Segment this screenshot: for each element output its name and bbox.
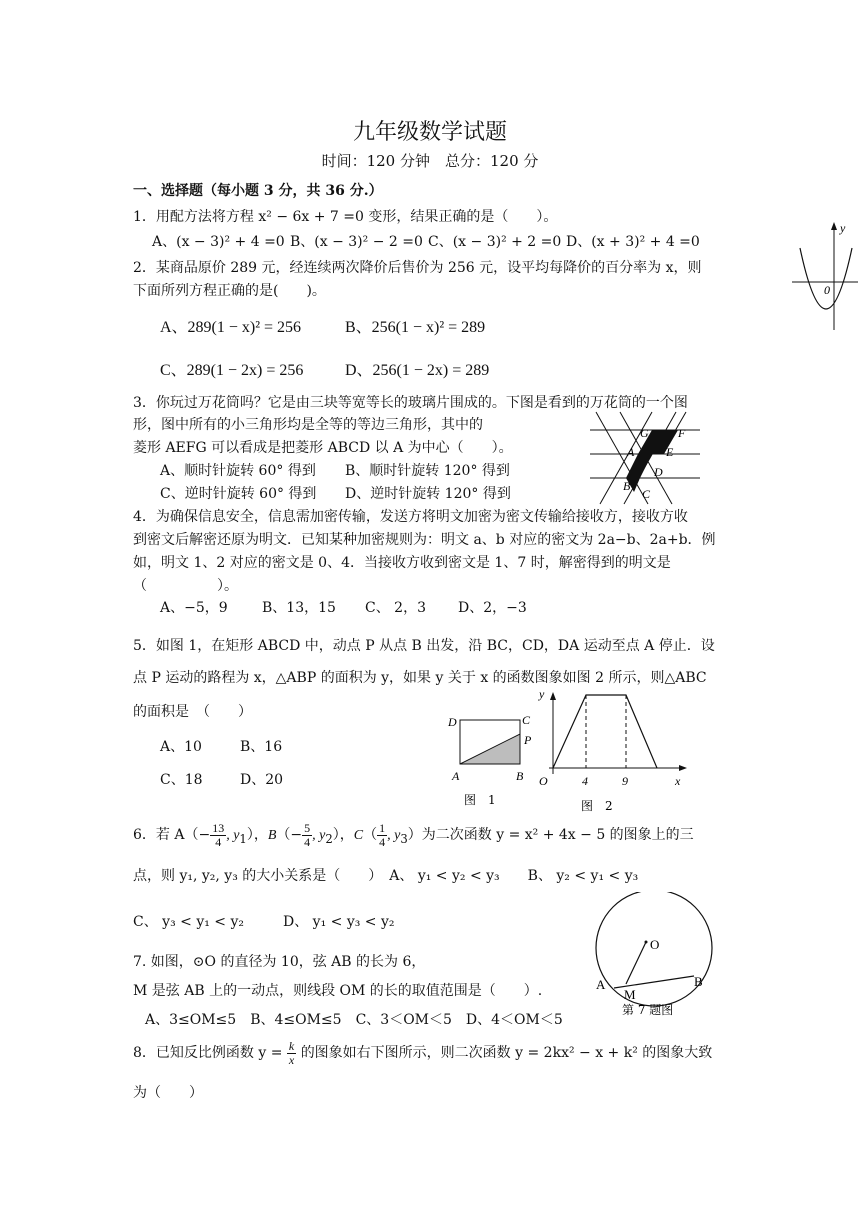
q1-option-c: C、(x − 3)² + 2 =0 bbox=[428, 234, 562, 250]
q2-line2: 下面所列方程正确的是( )。 bbox=[133, 283, 326, 299]
page-title: 九年级数学试题 bbox=[352, 120, 507, 145]
q4-line1: 4．为确保信息安全，信息需加密传输，发送方将明文加密为密文传输给接收方，接收方收 bbox=[133, 509, 688, 525]
label-C: C bbox=[642, 487, 651, 501]
circle-figure-q7 bbox=[590, 892, 720, 1022]
kaleidoscope-figure bbox=[590, 408, 710, 508]
q8-pre: 8．已知反比例函数 y = bbox=[133, 1045, 283, 1061]
label-D: D bbox=[654, 465, 663, 479]
label-E: E bbox=[666, 445, 674, 459]
fig1-label-C: C bbox=[522, 713, 531, 727]
q5-option-c: C、18 bbox=[160, 772, 203, 788]
q5-option-d: D、20 bbox=[240, 772, 284, 788]
q2-option-a: A、289(1 − x)² = 256 bbox=[160, 319, 302, 336]
q5-line3: 的面积是 （ ） bbox=[133, 704, 252, 720]
fig2-origin-label: O bbox=[539, 774, 548, 788]
q8-line2: 为（ ） bbox=[133, 1085, 203, 1101]
q1-option-a: A、(x − 3)² + 4 =0 bbox=[152, 234, 285, 250]
q6-option-c: C、 y₃ < y₁ < y₂ bbox=[133, 914, 244, 930]
q5-option-a: A、10 bbox=[160, 739, 202, 755]
fig2-tick-9: 9 bbox=[622, 774, 628, 788]
q8-mid: 的图象如右下图所示，则二次函数 y = 2kx² − x + k² 的图象大致 bbox=[300, 1045, 713, 1061]
q4-option-a: A、−5，9 bbox=[160, 600, 228, 616]
section-heading: 一、选择题（每小题 3 分，共 36 分.） bbox=[133, 183, 383, 199]
q4-option-c: C、 2，3 bbox=[365, 600, 426, 616]
q6-line1: 6．若 A（− $\frac{13}{4}$ , $y_1$），B（− $\frac{5}{4}$ , $y_2$），C（ $\frac{1}{4}$ , $y_3$）为二次函数 y = x² + 4x − 5 的图象上的三 bbox=[133, 820, 694, 849]
side-fig-y-label: y bbox=[840, 221, 846, 235]
fig2-y-label: y bbox=[539, 687, 545, 701]
q4-line4: （ ）。 bbox=[133, 578, 238, 594]
q2-option-c: C、289(1 − 2x) = 256 bbox=[160, 362, 304, 379]
q3-option-a: A、顺时针旋转 60° 得到 bbox=[160, 463, 316, 479]
q3-option-c: C、逆时针旋转 60° 得到 bbox=[160, 486, 317, 502]
q7-label-M: M bbox=[624, 987, 636, 1002]
q6-option-d: D、 y₁ < y₃ < y₂ bbox=[283, 914, 395, 930]
q1-option-b: B、(x − 3)² − 2 =0 bbox=[290, 234, 423, 250]
label-F: F bbox=[678, 426, 686, 440]
q7-options: A、3≤OM≤5 B、4≤OM≤5 C、3＜OM＜5 D、4＜OM＜5 bbox=[145, 1012, 563, 1028]
q6-prefix: 6．若 A（ bbox=[133, 827, 199, 843]
q2-option-d: D、256(1 − 2x) = 289 bbox=[345, 362, 490, 379]
q7-line2: M 是弦 AB 上的一动点，则线段 OM 的长的取值范围是（ ）. bbox=[133, 983, 543, 999]
q7-line1: 7. 如图，⊙O 的直径为 10，弦 AB 的长为 6， bbox=[133, 954, 426, 970]
fig1-label-A: A bbox=[452, 769, 460, 783]
q4-line2: 到密文后解密还原为明文．已知某种加密规则为：明文 a、b 对应的密文为 2a−b、2a+b．例 bbox=[133, 532, 716, 548]
q2-option-b: B、256(1 − x)² = 289 bbox=[345, 319, 486, 336]
fig2-x-label: x bbox=[675, 774, 681, 788]
q5-line2: 点 P 运动的路程为 x，△ABP 的面积为 y，如果 y 关于 x 的函数图象如图 2 所示，则△ABC bbox=[133, 670, 707, 686]
q6-frac-b: $\frac{5}{4}$ bbox=[304, 820, 311, 849]
q5-line1: 5．如图 1，在矩形 ABCD 中，动点 P 从点 B 出发，沿 BC，CD，DA 运动至点 A 停止．设 bbox=[133, 638, 715, 654]
q4-option-d: D、2，−3 bbox=[458, 600, 527, 616]
q3-option-b: B、顺时针旋转 120° 得到 bbox=[345, 463, 510, 479]
side-parabola-figure bbox=[790, 220, 860, 335]
fig1-label-P: P bbox=[524, 733, 532, 747]
q3-line1: 3．你玩过万花筒吗？它是由三块等宽等长的玻璃片围成的。下图是看到的万花筒的一个图 bbox=[133, 395, 688, 411]
q4-option-b: B、13，15 bbox=[262, 600, 336, 616]
q3-line3: 菱形 AEFG 可以看成是把菱形 ABCD 以 A 为中心（ ）。 bbox=[133, 440, 513, 456]
q8-line1 bbox=[133, 1036, 712, 1070]
q6-tail: 为二次函数 y = x² + 4x − 5 的图象上的三 bbox=[421, 827, 694, 843]
fig2-caption: 图 2 bbox=[581, 799, 613, 813]
q2-line1: 2．某商品原价 289 元，经连续两次降价后售价为 256 元，设平均每降价的百分率为 x，则 bbox=[133, 260, 702, 276]
function-graph-figure-2 bbox=[533, 686, 693, 816]
label-B: B bbox=[623, 479, 631, 493]
q6-line2: 点，则 y₁, y₂, y₃ 的大小关系是（ ） A、 y₁ < y₂ < y₃ B、 y₂ < y₁ < y₃ bbox=[133, 868, 639, 884]
q6-frac-a: $\frac{13}{4}$ bbox=[212, 820, 225, 849]
q4-line3: 如，明文 1、2 对应的密文是 0、4．当接收方收到密文是 1、7 时，解密得到的明文是 bbox=[133, 555, 671, 571]
q3-option-d: D、逆时针旋转 120° 得到 bbox=[345, 486, 511, 502]
rectangle-figure-1 bbox=[442, 708, 542, 810]
q7-caption: 第 7 题图 bbox=[622, 1003, 674, 1017]
q7-label-B: B bbox=[694, 974, 703, 989]
q6-frac-c: $\frac{1}{4}$ bbox=[379, 820, 386, 849]
label-G: G bbox=[640, 426, 649, 440]
fig1-caption: 图 1 bbox=[464, 793, 496, 807]
label-A: A bbox=[627, 445, 635, 459]
q7-label-A: A bbox=[596, 977, 606, 992]
side-fig-origin-label: 0 bbox=[824, 283, 830, 297]
q7-label-O: O bbox=[650, 937, 660, 952]
q1-stem: 1．用配方法将方程 x² − 6x + 7 =0 变形，结果正确的是（ ）。 bbox=[133, 209, 558, 225]
q3-line2: 形，图中所有的小三角形均是全等的等边三角形，其中的 bbox=[133, 417, 483, 433]
fig1-label-B: B bbox=[516, 769, 524, 783]
q8-fraction: $\frac{k}{x}$ bbox=[288, 1038, 295, 1067]
fig2-tick-4: 4 bbox=[582, 774, 588, 788]
q5-option-b: B、16 bbox=[240, 739, 283, 755]
exam-info: 时间：120 分钟 总分：120 分 bbox=[321, 152, 539, 170]
fig1-label-D: D bbox=[448, 715, 457, 729]
q1-option-d: D、(x + 3)² + 4 =0 bbox=[566, 234, 700, 250]
